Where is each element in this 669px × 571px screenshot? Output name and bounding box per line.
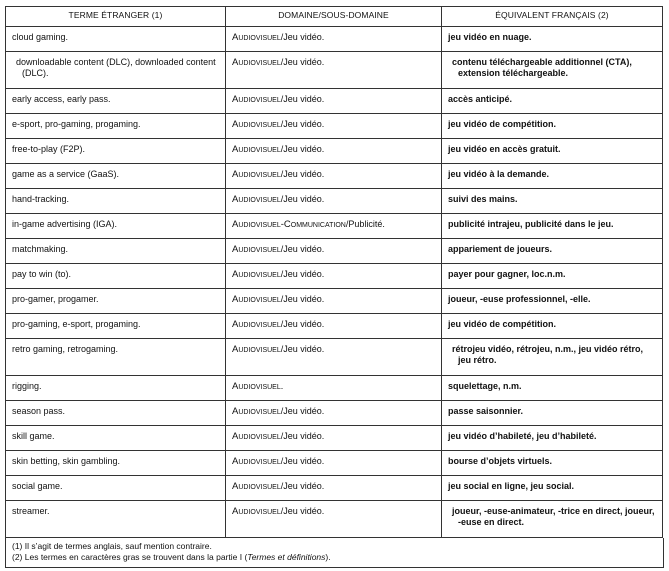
table-row bbox=[6, 114, 663, 139]
domain-main: Audiovisuel bbox=[232, 319, 281, 330]
domain-sub: /Jeu vidéo. bbox=[280, 269, 325, 279]
domain-main: Audiovisuel bbox=[232, 119, 281, 130]
domain-sub: /Jeu vidéo. bbox=[280, 344, 325, 354]
foreign-term-cell bbox=[6, 451, 226, 476]
footnote-2-prefix: (2) Les termes en caractères gras se trouvent dans la partie I ( bbox=[12, 552, 248, 562]
french-equivalent: jeu vidéo en accès gratuit. bbox=[448, 144, 561, 154]
foreign-term: season pass. bbox=[12, 406, 66, 416]
table-header-row bbox=[6, 7, 663, 27]
french-equivalent-cell bbox=[442, 476, 663, 501]
domain-sub: /Jeu vidéo. bbox=[280, 194, 325, 204]
foreign-term: downloadable content (DLC), downloaded content (DLC). bbox=[16, 57, 216, 78]
header-domain: DOMAINE/SOUS-DOMAINE bbox=[226, 7, 442, 27]
domain-main: Audiovisuel bbox=[232, 269, 281, 280]
domain-cell bbox=[226, 401, 442, 426]
domain-cell bbox=[226, 314, 442, 339]
domain-cell bbox=[226, 376, 442, 401]
domain-cell bbox=[226, 264, 442, 289]
french-equivalent-cell bbox=[442, 239, 663, 264]
french-equivalent: suivi des mains. bbox=[448, 194, 518, 204]
table-row bbox=[6, 189, 663, 214]
foreign-term: hand-tracking. bbox=[12, 194, 70, 204]
table-row bbox=[6, 426, 663, 451]
domain-sub: /Jeu vidéo. bbox=[280, 244, 325, 254]
french-equivalent: rétrojeu vidéo, rétrojeu, n.m., jeu vidéo rétro, jeu rétro. bbox=[452, 344, 644, 365]
domain-cell bbox=[226, 339, 442, 376]
foreign-term-cell bbox=[6, 239, 226, 264]
french-equivalent: jeu vidéo de compétition. bbox=[448, 119, 557, 129]
foreign-term: cloud gaming. bbox=[12, 32, 69, 42]
domain-main: Audiovisuel bbox=[232, 144, 281, 155]
french-equivalent: appariement de joueurs. bbox=[448, 244, 553, 254]
french-equivalent-cell bbox=[442, 376, 663, 401]
domain-cell bbox=[226, 114, 442, 139]
french-equivalent-cell bbox=[442, 339, 663, 376]
domain-sub: /Publicité. bbox=[345, 219, 385, 229]
domain-main: Audiovisuel bbox=[232, 244, 281, 255]
domain-main: Audiovisuel bbox=[232, 57, 281, 68]
domain-cell bbox=[226, 239, 442, 264]
french-equivalent-cell bbox=[442, 314, 663, 339]
domain-sub: /Jeu vidéo. bbox=[280, 57, 325, 67]
table-row bbox=[6, 52, 663, 89]
french-equivalent: joueur, -euse professionnel, -elle. bbox=[448, 294, 591, 304]
foreign-term: pro-gaming, e-sport, progaming. bbox=[12, 319, 141, 329]
terminology-table bbox=[5, 6, 663, 538]
table-row bbox=[6, 451, 663, 476]
french-equivalent: jeu vidéo en nuage. bbox=[448, 32, 532, 42]
table-row bbox=[6, 239, 663, 264]
french-equivalent: jeu vidéo de compétition. bbox=[448, 319, 557, 329]
foreign-term-cell bbox=[6, 401, 226, 426]
domain-main: Audiovisuel-Communication bbox=[232, 219, 346, 230]
french-equivalent-cell bbox=[442, 89, 663, 114]
foreign-term: game as a service (GaaS). bbox=[12, 169, 120, 179]
domain-cell bbox=[226, 89, 442, 114]
foreign-term-cell bbox=[6, 189, 226, 214]
footnote-1: (1) Il s’agit de termes anglais, sauf mention contraire. bbox=[12, 541, 212, 551]
foreign-term: matchmaking. bbox=[12, 244, 69, 254]
domain-main: Audiovisuel bbox=[232, 194, 281, 205]
french-equivalent: passe saisonnier. bbox=[448, 406, 524, 416]
terminology-document bbox=[5, 6, 662, 568]
domain-cell bbox=[226, 139, 442, 164]
foreign-term-cell bbox=[6, 426, 226, 451]
domain-main: Audiovisuel bbox=[232, 169, 281, 180]
foreign-term: rigging. bbox=[12, 381, 42, 391]
foreign-term: streamer. bbox=[12, 506, 50, 516]
foreign-term: skill game. bbox=[12, 431, 55, 441]
table-row bbox=[6, 401, 663, 426]
french-equivalent: accès anticipé. bbox=[448, 94, 513, 104]
french-equivalent: jeu vidéo à la demande. bbox=[448, 169, 550, 179]
domain-main: Audiovisuel bbox=[232, 506, 281, 517]
foreign-term: retro gaming, retrogaming. bbox=[12, 344, 119, 354]
french-equivalent-cell bbox=[442, 52, 663, 89]
table-row bbox=[6, 214, 663, 239]
foreign-term: pay to win (to). bbox=[12, 269, 72, 279]
domain-main: Audiovisuel bbox=[232, 344, 281, 355]
table-row bbox=[6, 89, 663, 114]
french-equivalent: bourse d’objets virtuels. bbox=[448, 456, 553, 466]
french-equivalent-cell bbox=[442, 426, 663, 451]
french-equivalent-cell bbox=[442, 189, 663, 214]
table-row bbox=[6, 501, 663, 538]
french-equivalent: squelettage, n.m. bbox=[448, 381, 522, 391]
french-equivalent: jeu social en ligne, jeu social. bbox=[448, 481, 575, 491]
domain-cell bbox=[226, 164, 442, 189]
domain-main: Audiovisuel bbox=[232, 381, 281, 392]
french-equivalent: joueur, -euse-animateur, -trice en direct, joueur, -euse en direct. bbox=[452, 506, 655, 527]
domain-sub: /Jeu vidéo. bbox=[280, 406, 325, 416]
domain-sub: /Jeu vidéo. bbox=[280, 294, 325, 304]
foreign-term-cell bbox=[6, 164, 226, 189]
footnote-2-suffix: ). bbox=[325, 552, 331, 562]
foreign-term-cell bbox=[6, 89, 226, 114]
french-equivalent: publicité intrajeu, publicité dans le jeu. bbox=[448, 219, 614, 229]
header-foreign-term: TERME ÉTRANGER (1) bbox=[6, 7, 226, 27]
domain-cell bbox=[226, 426, 442, 451]
french-equivalent-cell bbox=[442, 401, 663, 426]
table-row bbox=[6, 264, 663, 289]
domain-sub: /Jeu vidéo. bbox=[280, 481, 325, 491]
domain-cell bbox=[226, 27, 442, 52]
header-french-equivalent: ÉQUIVALENT FRANÇAIS (2) bbox=[442, 7, 663, 27]
foreign-term: free-to-play (F2P). bbox=[12, 144, 86, 154]
table-row bbox=[6, 289, 663, 314]
foreign-term-cell bbox=[6, 264, 226, 289]
french-equivalent-cell bbox=[442, 451, 663, 476]
domain-main: Audiovisuel bbox=[232, 406, 281, 417]
french-equivalent-cell bbox=[442, 27, 663, 52]
table-body bbox=[6, 27, 663, 538]
foreign-term-cell bbox=[6, 139, 226, 164]
domain-sub: /Jeu vidéo. bbox=[280, 119, 325, 129]
french-equivalent-cell bbox=[442, 214, 663, 239]
foreign-term: skin betting, skin gambling. bbox=[12, 456, 121, 466]
table-row bbox=[6, 27, 663, 52]
french-equivalent: contenu téléchargeable additionnel (CTA), extension téléchargeable. bbox=[452, 57, 632, 78]
footnote-2-italic: Termes et définitions bbox=[247, 552, 326, 562]
foreign-term: e-sport, pro-gaming, progaming. bbox=[12, 119, 141, 129]
domain-cell bbox=[226, 52, 442, 89]
french-equivalent-cell bbox=[442, 114, 663, 139]
foreign-term-cell bbox=[6, 214, 226, 239]
domain-main: Audiovisuel bbox=[232, 431, 281, 442]
footnotes bbox=[5, 538, 664, 568]
french-equivalent: jeu vidéo d’habileté, jeu d’habileté. bbox=[448, 431, 597, 441]
domain-sub: /Jeu vidéo. bbox=[280, 431, 325, 441]
foreign-term-cell bbox=[6, 376, 226, 401]
french-equivalent-cell bbox=[442, 139, 663, 164]
foreign-term: in-game advertising (IGA). bbox=[12, 219, 118, 229]
domain-sub: /Jeu vidéo. bbox=[280, 319, 325, 329]
french-equivalent-cell bbox=[442, 289, 663, 314]
french-equivalent-cell bbox=[442, 164, 663, 189]
table-row bbox=[6, 476, 663, 501]
domain-main: Audiovisuel bbox=[232, 94, 281, 105]
foreign-term-cell bbox=[6, 289, 226, 314]
foreign-term-cell bbox=[6, 114, 226, 139]
domain-main: Audiovisuel bbox=[232, 32, 281, 43]
domain-sub: . bbox=[280, 381, 284, 391]
french-equivalent-cell bbox=[442, 501, 663, 538]
french-equivalent: payer pour gagner, loc.n.m. bbox=[448, 269, 566, 279]
domain-sub: /Jeu vidéo. bbox=[280, 506, 325, 516]
domain-main: Audiovisuel bbox=[232, 481, 281, 492]
table-row bbox=[6, 314, 663, 339]
domain-cell bbox=[226, 501, 442, 538]
domain-main: Audiovisuel bbox=[232, 456, 281, 467]
domain-cell bbox=[226, 214, 442, 239]
domain-cell bbox=[226, 189, 442, 214]
domain-sub: /Jeu vidéo. bbox=[280, 94, 325, 104]
table-row bbox=[6, 339, 663, 376]
table-row bbox=[6, 164, 663, 189]
footnote-2 bbox=[12, 552, 657, 563]
foreign-term-cell bbox=[6, 501, 226, 538]
domain-sub: /Jeu vidéo. bbox=[280, 169, 325, 179]
foreign-term: early access, early pass. bbox=[12, 94, 111, 104]
table-row bbox=[6, 376, 663, 401]
foreign-term-cell bbox=[6, 339, 226, 376]
foreign-term-cell bbox=[6, 314, 226, 339]
foreign-term-cell bbox=[6, 27, 226, 52]
domain-sub: /Jeu vidéo. bbox=[280, 456, 325, 466]
foreign-term-cell bbox=[6, 476, 226, 501]
french-equivalent-cell bbox=[442, 264, 663, 289]
table-row bbox=[6, 139, 663, 164]
foreign-term: social game. bbox=[12, 481, 63, 491]
domain-cell bbox=[226, 451, 442, 476]
foreign-term: pro-gamer, progamer. bbox=[12, 294, 99, 304]
domain-sub: /Jeu vidéo. bbox=[280, 32, 325, 42]
domain-cell bbox=[226, 289, 442, 314]
domain-sub: /Jeu vidéo. bbox=[280, 144, 325, 154]
foreign-term-cell bbox=[6, 52, 226, 89]
domain-cell bbox=[226, 476, 442, 501]
domain-main: Audiovisuel bbox=[232, 294, 281, 305]
